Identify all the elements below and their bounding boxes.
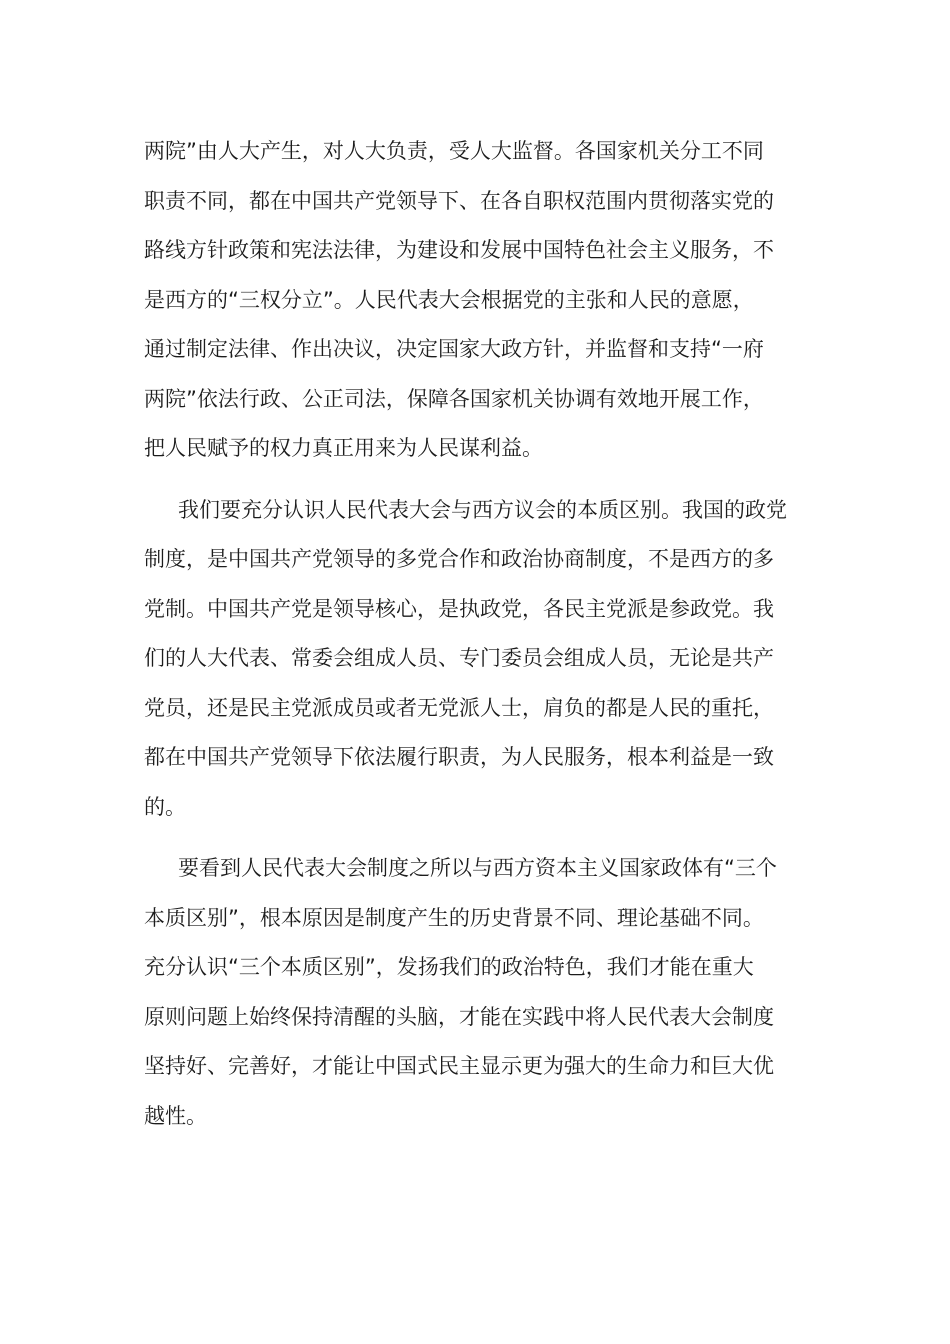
text-line: 是西方的“三权分立”。人民代表大会根据党的主张和人民的意愿， (144, 287, 754, 312)
text-line: 充分认识“三个本质区别”，发扬我们的政治特色，我们才能在重大 (144, 955, 754, 979)
text-line: 本质区别”，根本原因是制度产生的历史背景不同、理论基础不同。 (144, 905, 764, 930)
text-line: 职责不同，都在中国共产党领导下、在各自职权范围内贯彻落实党的 (144, 188, 774, 213)
text-line: 党员，还是民主党派成员或者无党派人士，肩负的都是人民的重托， (144, 695, 774, 720)
text-line: 都在中国共产党领导下依法履行职责，为人民服务，根本利益是一致 (144, 745, 774, 769)
text-line: 要看到人民代表大会制度之所以与西方资本主义国家政体有“三个 (178, 856, 777, 880)
document-body (144, 127, 806, 1141)
text-line: 通过制定法律、作出决议，决定国家大政方针，并监督和支持“一府 (144, 337, 764, 361)
text-line: 制度，是中国共产党领导的多党合作和政治协商制度，不是西方的多 (144, 547, 774, 571)
text-line: 路线方针政策和宪法法律，为建设和发展中国特色社会主义服务，不 (144, 238, 774, 262)
text-line: 们的人大代表、常委会组成人员、专门委员会组成人员，无论是共产 (144, 646, 774, 670)
text-line: 我们要充分认识人民代表大会与西方议会的本质区别。我国的政党 (178, 497, 787, 522)
paragraph-3 (144, 844, 806, 1141)
text-line: 原则问题上始终保持清醒的头脑，才能在实践中将人民代表大会制度 (144, 1004, 774, 1029)
paragraph-1 (144, 127, 806, 474)
paragraph-spacer (144, 832, 806, 844)
text-line: 越性。 (144, 1103, 207, 1128)
paragraph-spacer (144, 474, 806, 486)
text-line: 党制。中国共产党是领导核心，是执政党，各民主党派是参政党。我 (144, 596, 774, 621)
paragraph-2 (144, 486, 806, 833)
text-line: 坚持好、完善好，才能让中国式民主显示更为强大的生命力和巨大优 (144, 1054, 774, 1078)
text-line: 两院”依法行政、公正司法，保障各国家机关协调有效地开展工作， (144, 386, 764, 411)
text-line: 两院”由人大产生，对人大负责，受人大监督。各国家机关分工不同 (144, 139, 764, 163)
text-line: 把人民赋予的权力真正用来为人民谋利益。 (144, 436, 543, 460)
text-line: 的。 (144, 794, 186, 819)
